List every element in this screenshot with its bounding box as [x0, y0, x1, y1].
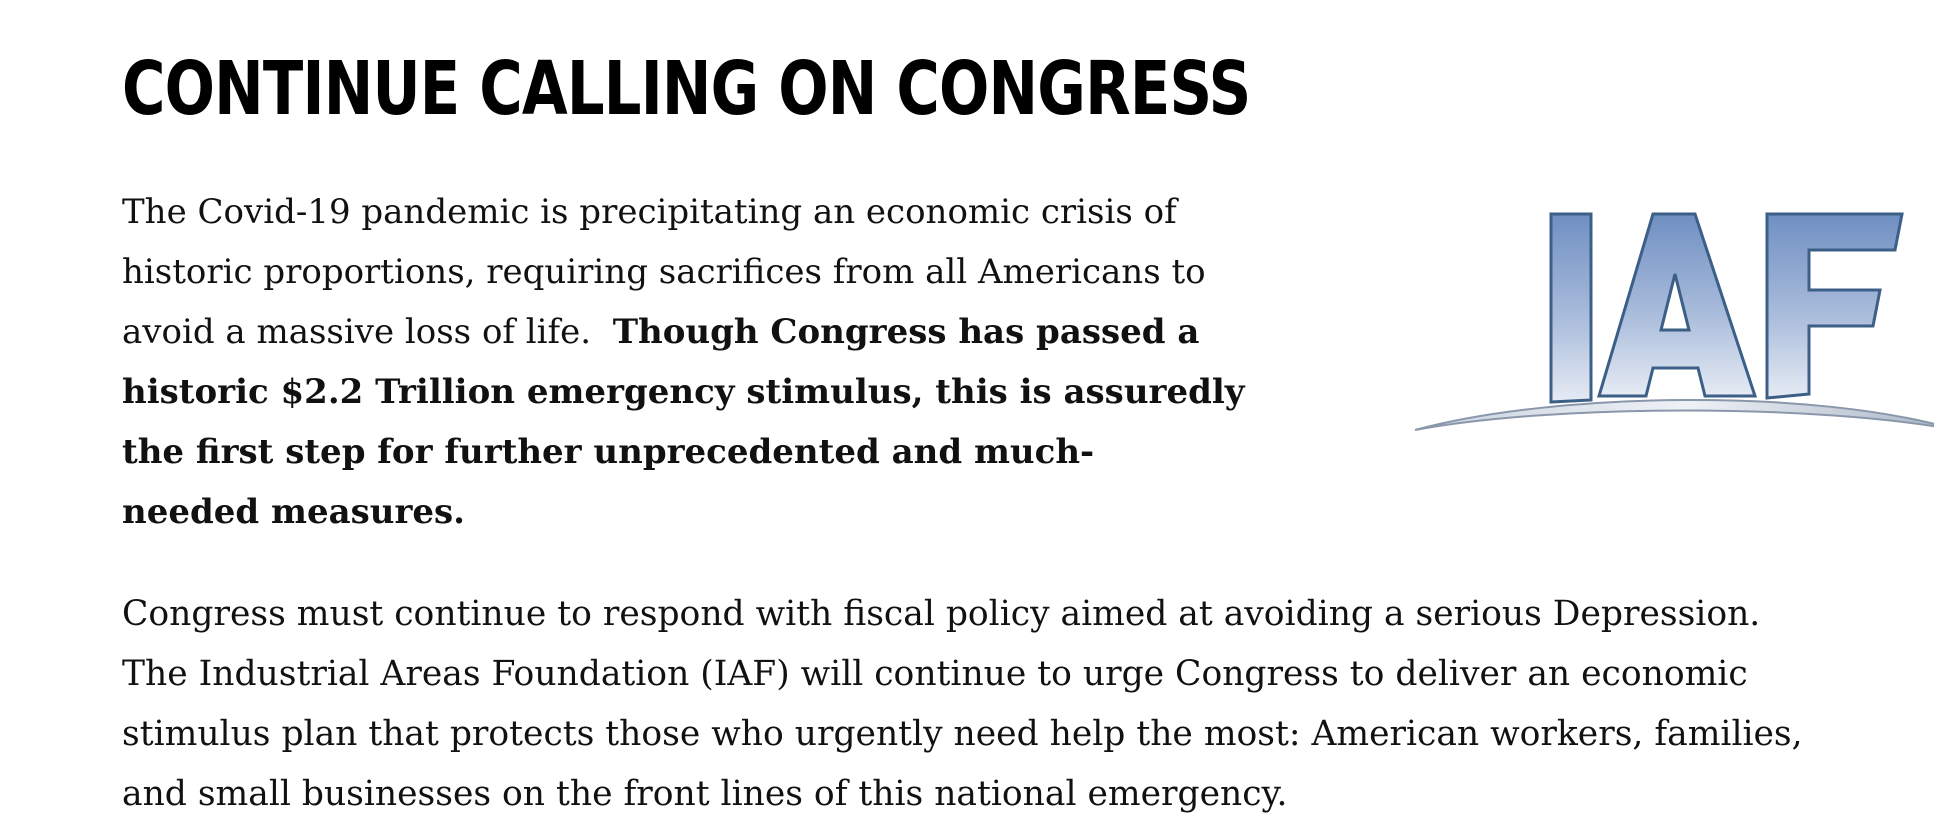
logo-letter-a — [1599, 214, 1755, 396]
paragraph-line-mixed — [122, 302, 1262, 362]
bold-statement-line: needed measures. — [122, 492, 466, 532]
iaf-logo — [1405, 200, 1934, 440]
paragraph-line: The Covid-19 pandemic is precipitating an economic crisis of — [122, 192, 1177, 232]
paragraph-text: avoid a massive loss of life. — [122, 312, 592, 352]
body-paragraph — [122, 584, 1852, 824]
intro-paragraph — [122, 182, 1262, 542]
bold-statement: Though Congress has passed a — [612, 312, 1200, 352]
iaf-logo-icon — [1405, 200, 1934, 440]
logo-swoosh — [1415, 400, 1934, 430]
article — [122, 0, 1862, 832]
logo-letter-f — [1767, 214, 1902, 398]
bold-statement-line: historic $2.2 Trillion emergency stimulus, this is assuredly — [122, 372, 1245, 412]
logo-letter-i — [1551, 214, 1591, 402]
paragraph-line: stimulus plan that protects those who urgently need help the most: American workers, families, — [122, 714, 1803, 754]
page-title: CONTINUE CALLING ON CONGRESS — [122, 46, 1251, 132]
paragraph-line: The Industrial Areas Foundation (IAF) will continue to urge Congress to deliver an economic — [122, 654, 1748, 694]
paragraph-line: Congress must continue to respond with fiscal policy aimed at avoiding a serious Depression. — [122, 594, 1761, 634]
bold-statement-line: the first step for further unprecedented and much- — [122, 432, 1095, 472]
paragraph-line: and small businesses on the front lines of this national emergency. — [122, 774, 1288, 814]
paragraph-line: historic proportions, requiring sacrifices from all Americans to — [122, 252, 1206, 292]
